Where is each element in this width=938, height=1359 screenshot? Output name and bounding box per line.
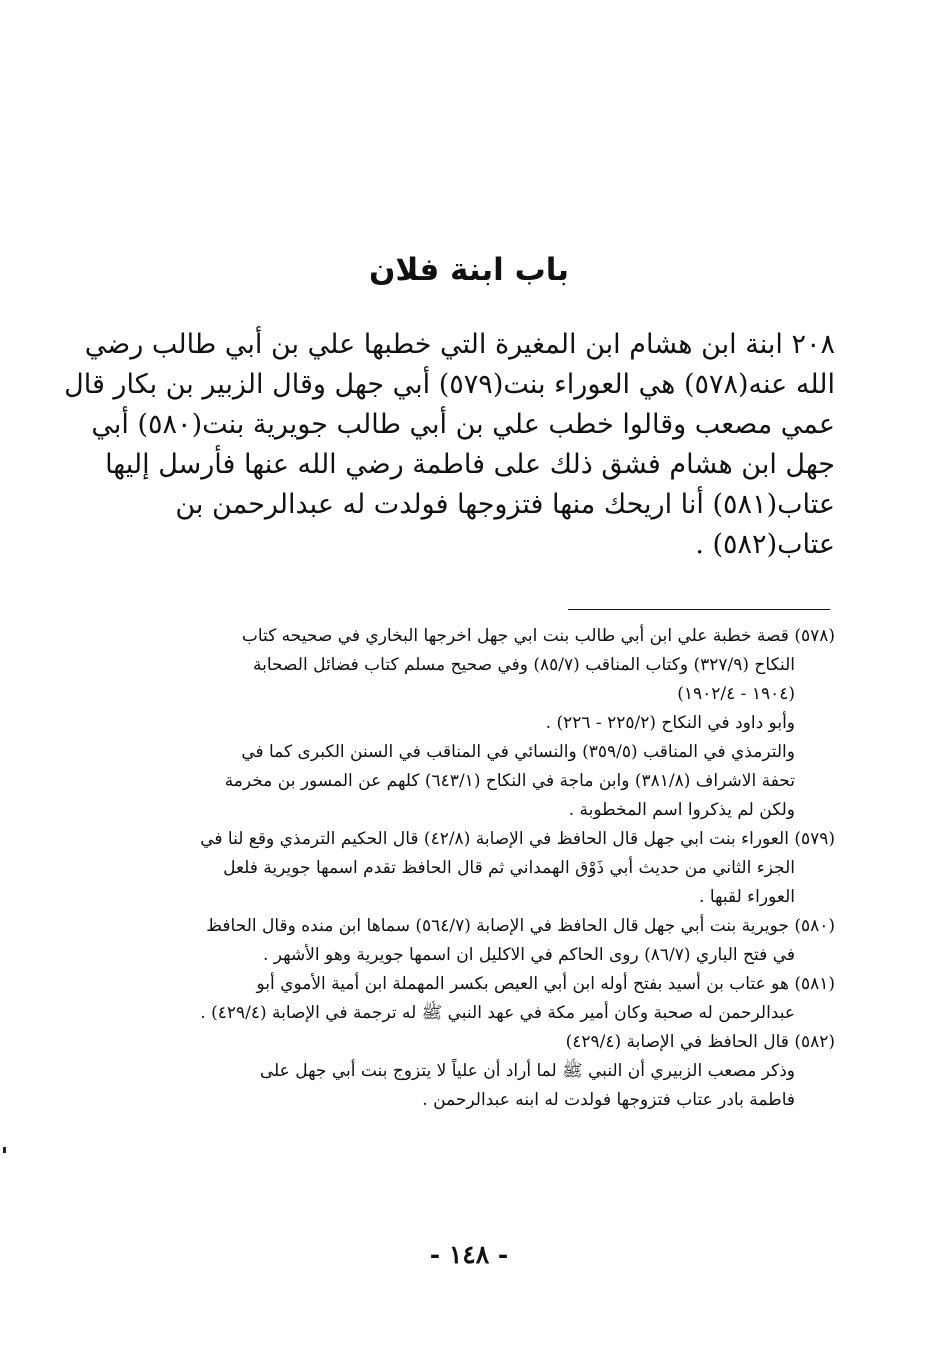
footnote-line: (٥٨٢) قال الحافظ في الإصابة (٤٢٩/٤): [565, 1032, 835, 1052]
footnote-580: [155, 912, 835, 970]
page-number-value: ١٤٨: [448, 1240, 490, 1269]
footnote-578: [155, 622, 835, 825]
chapter-heading: باب ابنة فلان: [368, 252, 570, 288]
footnote-line: تحفة الاشراف (٣٨١/٨) وابن ماجة في النكاح (٦٤٣/١) كلهم عن المسور بن مخرمة: [224, 771, 795, 791]
footnote-line: وذكر مصعب الزبيري أن النبي ﷺ لما أراد أن علياً لا يتزوج بنت أبي جهل على: [259, 1061, 795, 1081]
footnote-line: عبدالرحمن له صحبة وكان أمير مكة في عهد النبي ﷺ له ترجمة في الإصابة (٤٢٩/٤) .: [200, 1003, 795, 1023]
footnote-line: (١٩٠٤ - ١٩٠٢/٤): [677, 684, 795, 704]
main-text-line: عمي مصعب وقالوا خطب علي بن أبي طالب جويرية بنت(٥٨٠) أبي: [91, 409, 835, 440]
footnote-line: (٥٨١) هو عتاب بن أسيد بفتح أوله ابن أبي العيص بكسر المهملة ابن أمية الأموي أبو: [256, 974, 835, 994]
page-number: - ١٤٨ -: [429, 1240, 509, 1269]
scan-edge-mark: [3, 1147, 6, 1153]
footnote-line: فاطمة بادر عتاب فتزوجها فولدت له ابنه عبدالرحمن .: [422, 1090, 795, 1110]
footnote-line: (٥٧٩) العوراء بنت ابي جهل قال الحافظ في الإصابة (٤٢/٨) قال الحكيم الترمذي وقع لنا في: [200, 829, 835, 849]
footnote-separator: [568, 609, 830, 610]
footnote-582-continuation: [155, 1057, 835, 1115]
footnote-line: وأبو داود في النكاح (٢٢٥/٢ - ٢٢٦) .: [545, 713, 795, 733]
footnotes: [155, 622, 835, 1115]
main-text-line: الله عنه(٥٧٨) هي العوراء بنت(٥٧٩) أبي جهل وقال الزبير بن بكار قال: [64, 369, 835, 400]
main-text-line: عتاب(٥٨١) أنا اريحك منها فتزوجها فولدت له عبدالرحمن بن: [175, 489, 835, 520]
footnote-line: العوراء لقبها .: [699, 887, 795, 907]
footnote-line: في فتح الباري (٨٦/٧) روى الحاكم في الاكليل ان اسمها جويرية وهو الأشهر .: [262, 945, 795, 965]
footnote-579: [155, 825, 835, 912]
footnote-582: [155, 1028, 835, 1057]
main-text-line: ٢٠٨ ابنة ابن هشام ابن المغيرة التي خطبها علي بن أبي طالب رضي: [84, 329, 835, 360]
footnote-line: (٥٧٨) قصة خطبة علي ابن أبي طالب بنت ابي جهل اخرجها البخاري في صحيحه كتاب: [241, 626, 835, 646]
footnote-581: [155, 970, 835, 1028]
footnote-line: (٥٨٠) جويرية بنت أبي جهل قال الحافظ في الإصابة (٥٦٤/٧) سماها ابن منده وقال الحافظ: [206, 916, 835, 936]
footnote-line: ولكن لم يذكروا اسم المخطوبة .: [568, 800, 795, 820]
main-text: [64, 325, 835, 565]
main-text-line: عتاب(٥٨٢) .: [695, 529, 835, 560]
main-text-line: جهل ابن هشام فشق ذلك على فاطمة رضي الله عنها فأرسل إليها: [105, 449, 835, 480]
footnote-line: النكاح (٣٢٧/٩) وكتاب المناقب (٨٥/٧) وفي صحيح مسلم كتاب فضائل الصحابة: [253, 655, 795, 675]
footnote-line: الجزء الثاني من حديث أبي ذَوْق الهمداني ثم قال الحافظ تقدم اسمها جويرية فلعل: [223, 858, 795, 878]
footnote-line: والترمذي في المناقب (٣٥٩/٥) والنسائي في المناقب في السنن الكبرى كما في: [241, 742, 795, 762]
